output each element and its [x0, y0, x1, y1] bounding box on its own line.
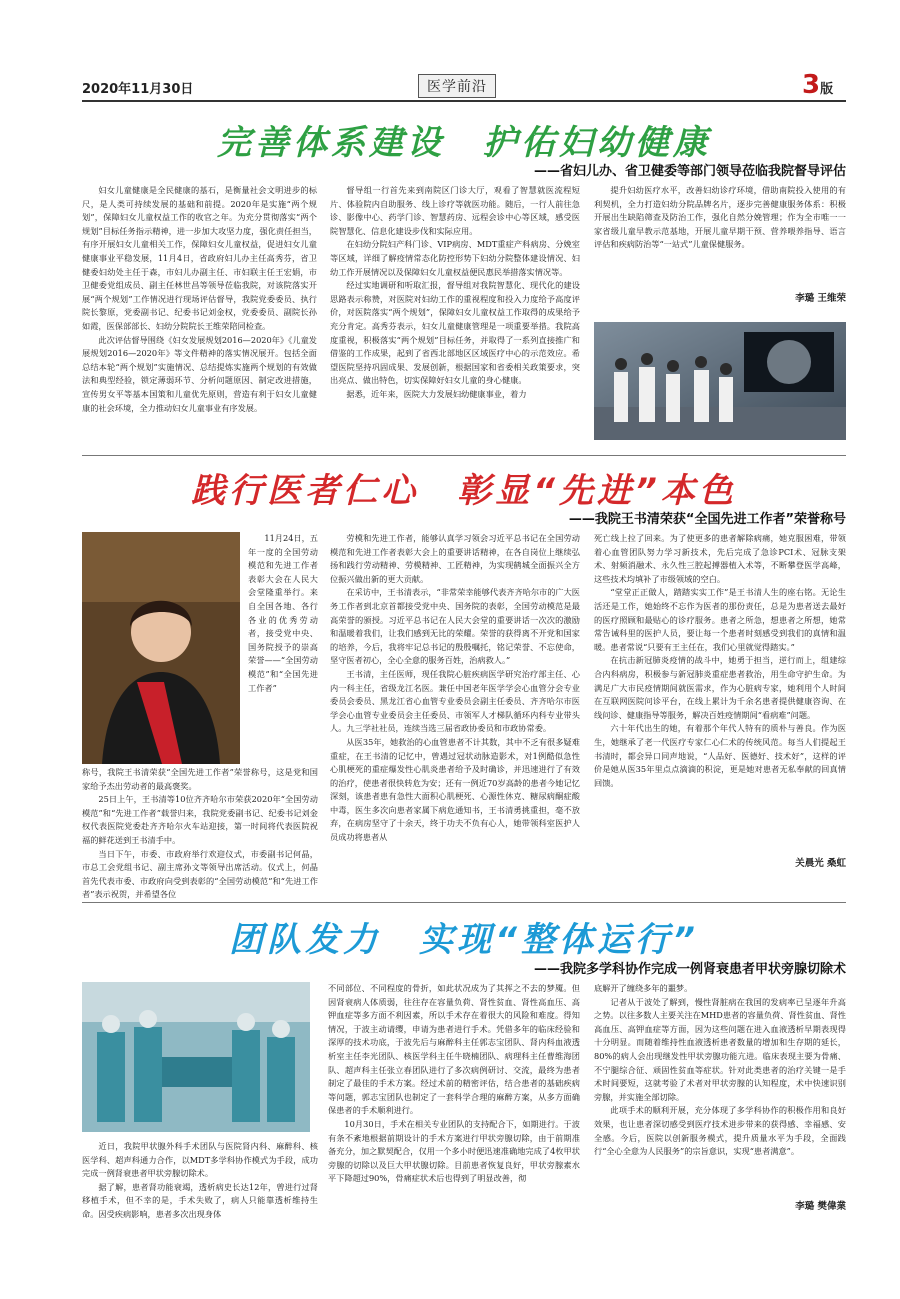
paragraph: 10月30日，手术在相关专业团队的支持配合下，如期进行。于波有条不紊地根据前期设计的手术方案进行甲状旁腺切除，由于前期准备充分，加之默契配合，仅用一个多小时便迅速准确地完成了4枚甲状旁腺的切除以及巨大甲状腺切除。目前患者恢复良好，甲状旁腺素水平下降超过90%，骨痛症状术后也得到了明显改善，彻 — [328, 1118, 580, 1184]
page-number-digit: 3 — [802, 70, 821, 100]
surgery-photo-image — [82, 982, 310, 1132]
paragraph: 在采访中，王书清表示，“非常荣幸能够代表齐齐哈尔市的广大医务工作者到北京首都接受党中央、国务院的表彰，全国劳动模范是最高荣誉的颁授。习近平总书记在人民大会堂的重要讲话一次次的激励和温暖着我们，让我们感到无比的荣耀。荣誉的获得离不开党和国家的培养，今后，我将牢记总书记的殷殷嘱托，铭记荣誉、不忘使命，坚守医者初心，全心全意的服务百姓，治病救人。” — [330, 587, 580, 666]
column-name: 医学前沿 — [418, 74, 496, 98]
article2-column-2 — [330, 532, 580, 894]
article3-subtitle: ——我院多学科协作完成一例肾衰患者甲状旁腺切除术 — [533, 962, 846, 977]
article2-column-1 — [82, 766, 318, 900]
paragraph: 底解开了缠绕多年的噩梦。 — [594, 983, 693, 993]
inspection-photo-image — [594, 322, 846, 440]
paragraph: 六十年代出生的她，有着那个年代人特有的质朴与善良。作为医生，她继承了老一代医疗专家仁心仁术的传统风范。每当人们提起王书清时，都会异口同声地说，“人品好、医德好、技术好”，这样的评价是她从医35年里点点滴滴的积淀，更是她对患者无私奉献的回真情回馈。 — [594, 723, 846, 788]
article1-column-3 — [594, 184, 846, 284]
portrait-photo-image — [82, 532, 240, 764]
paragraph: 此次评估督导围绕《妇女发展规划2016—2020年》《儿童发展规划2016—2020年》等文件精神的落实情况展开。包括全面总结本轮“两个规划”实施情况、总结提炼实施两个规划的有效做法和典型经验，锁定薄弱环节、分析问题原因、制定改进措施，宣传男女平等基本国策和儿童优先原则，营造有利于妇女儿童健康的社会环境，全力推动妇女儿童事业有序发展。 — [82, 334, 317, 413]
article3-column-2 — [328, 982, 580, 1210]
paragraph: 在妇幼分院妇产科门诊、VIP病房、MDT重症产科病房、分娩室等区域，详细了解疫情常态化防控形势下妇幼分院整体建设情况、妇幼工作开展情况以及保障妇女儿童权益便民惠民举措落实情况等。 — [330, 239, 580, 277]
article1-signature: 李璐 王维荣 — [795, 293, 846, 304]
article3-column-1 — [82, 1140, 318, 1219]
page-number-suffix: 版 — [820, 82, 834, 97]
paragraph: 25日上午，王书清等10位齐齐哈尔市荣获2020年“全国劳动模范”和“先进工作者”载誉归来，我院党委副书记、纪委书记刘金权代表医院党委赴齐齐哈尔火车站迎接，第一时间将代表医院祝福的鲜花送到王书清手中。 — [82, 794, 318, 845]
article2-photo-portrait — [82, 532, 240, 764]
article1-title: 完善体系建设 护佑妇幼健康 — [217, 123, 711, 163]
paragraph: 记者从于波处了解到，慢性肾脏病在我国的发病率已呈逐年升高之势。以往多数人主要关注在MHD患者的容量负荷、肾性贫血、肾性高血压、高钾血症等方面，因为这些问题在进入血液透析早期表现得十分明显。而随着维持性血液透析患者数量的增加和生存期的延长，80%的病人会出现继发性甲状旁腺功能亢进。临床表现主要为骨痛、不宁腿综合征、顽固性贫血等症状。针对此类患者的治疗关键一是手术时间要短，这就考验了术者对甲状旁腺的认知程度，术中快速识别旁腺，并实施全部切除。 — [594, 996, 846, 1102]
header-divider — [82, 100, 846, 102]
paragraph: 据悉，近年来，医院大力发展妇幼健康事业，着力 — [346, 388, 527, 399]
article2-title: 践行医者仁心 彰显“先进”本色 — [191, 471, 737, 511]
article2-column-3 — [594, 532, 846, 844]
paragraph: 当日下午，市委、市政府举行欢迎仪式，市委副书记何晶，市总工会党组书记、副主席孙文等领导出席活动。仪式上，何晶首先代表市委、市政府向受到表彰的“全国劳动模范”和“先进工作者”表示祝贺，并希望各位 — [82, 848, 318, 900]
paragraph: 近日，我院甲状腺外科手术团队与医院肾内科、麻醉科、核医学科、超声科通力合作，以MDT多学科协作模式为手段，成功完成一例肾衰患者甲状旁腺切除术。 — [82, 1141, 318, 1179]
article3-signature: 李璐 樊偉業 — [795, 1201, 846, 1212]
paragraph: 不同部位、不同程度的骨折，如此状况成为了其挥之不去的梦魇。但因肾衰病人体质弱，往往存在容量负荷、肾性贫血、肾性高血压、高钾血症等多方面不利因素，所以手术存在着很大的风险和难度。得知情况，于波主动请缨，申请为患者进行手术。凭借多年的临床经验和深厚的技术功底，于波先后与麻醉科主任郭志宝团队、肾内科血液透析室主任李光团队、核医学科主任牛晓楠团队、病理科主任曹维海团队、超声科主任张立春团队进行了多次病例研讨、交流，最终为患者制定了最佳的手术方案。经过术前的精密评估，结合患者的基础疾病等问题，郭志宝团队也制定了一套科学合理的麻醉方案，从多方面确保患者的手术顺利进行。 — [328, 983, 580, 1116]
paragraph: 死亡线上拉了回来。为了使更多的患者解除病痛，她克服困难，带领着心血管团队努力学习新技术，先后完成了急诊PCI术、冠脉支架术、射频消融术、永久性三腔起搏器植入术等，不断攀登医学高峰，这些技术均填补了市级领域的空白。 — [594, 533, 846, 584]
paragraph: 称号，我院王书清荣获“全国先进工作者”荣誉称号，这是党和国家给予杰出劳动者的最高褒奖。 — [82, 767, 318, 791]
paragraph: 11月24日，五年一度的全国劳动模范和先进工作者表彰大会在人民大会堂隆重举行。来自全国各地、各行各业的优秀劳动者，接受党中央、国务院授予的崇高荣誉——“全国劳动模范”和“全国先进工作者” — [248, 533, 318, 693]
paragraph: 王书清，主任医师，现任我院心脏疾病医学研究治疗部主任、心内一科主任，省级龙江名医。兼任中国老年医学学会心血管分会专业委员会委员、黑龙江省心血管专业委员会副主任委员、齐齐哈尔市医学会心血管专业委员会主任委员、市领军人才梯队循环内科专业带头人。九三学社社员，连续当选三届省政协委员和市政协常委。 — [330, 668, 580, 734]
paragraph: 经过实地调研和听取汇报，督导组对我院智慧化、现代化的建设思路表示称赞，对医院对妇幼工作的重视程度和投入力度给予高度评价，对医院落实“两个规划”，保障妇女儿童权益工作取得的成果给予充分肯定。高秀芬表示，妇女儿童健康管理是一项重要举措。我院高度重视，积极落实“两个规划”目标任务，并取得了一系列直接推广和借鉴的工作成果，起到了省西北部地区区域医疗中心的示范效应。希望医院坚持巩固成果、发展创新，根据国家和省委相关政策要求，突出亮点、做出特色，切实保障好妇女儿童的身心健康。 — [330, 280, 580, 386]
article2-subtitle: ——我院王书清荣获“全国先进工作者”荣誉称号 — [568, 512, 846, 527]
article2-signature: 关晨光 桑虹 — [795, 858, 846, 869]
paragraph: 据了解，患者肾功能衰竭，透析病史长达12年，曾进行过肾移植手术，但不幸的是，手术失败了，病人只能靠透析维持生命。因受疾病影响，患者多次出现身体 — [82, 1181, 318, 1219]
article3-photo-surgery — [82, 982, 310, 1132]
paragraph: “堂堂正正做人，踏踏实实工作”是王书清人生的座右铭。无论生活还是工作，她始终不忘作为医者的那份责任，总是为患者送去最好的医疗照顾和最贴心的诊疗服务。患者之所急，想患者之所想，她常常告诫科里的医护人员，要让每一个患者时刻感受到我们的真情和温暖。患者常说“只要有王主任在，我们心里就觉得踏实。” — [594, 587, 846, 652]
paragraph: 在抗击新冠肺炎疫情的战斗中，她勇于担当，逆行而上，组建综合内科病房，积极参与新冠肺炎重症患者救治，用生命守护生命。为满足广大市民疫情期间就医需求，作为心脏病专家，她利用个人时间在互联网医院问诊平台，在线上累计为千余名患者提供健康咨询、在线问诊、健康指导等服务，解决百姓疫情期间“看病难”问题。 — [594, 655, 846, 720]
article1-column-2 — [330, 184, 580, 452]
article1-subtitle: ——省妇儿办、省卫健委等部门领导莅临我院督导评估 — [533, 164, 846, 179]
article3-column-3 — [594, 982, 846, 1194]
paragraph: 此项手术的顺利开展，充分体现了多学科协作的积极作用和良好效果，也让患者深切感受到医疗技术进步带来的获得感、幸福感、安全感。今后，医院以创新服务模式，提升质量水平为手段，全面践行“全心全意为人民服务”的宗旨意识，实现“患者满意”。 — [594, 1105, 846, 1157]
paragraph: 从医35年，她救治的心血管患者不计其数，其中不乏有很多疑难重症，在王书清的记忆中，曾遇过冠状动脉造影术，对1例酷似急性心肌梗死的重症爆发性心肌炎患者给予及时确诊，并迅速进行了有效的治疗，使患者很快转危为安；还有一例近70岁高龄的患者今她记忆深刻，该患者患有急性大面积心肌梗死、心源性休克、糖尿病酮症酸中毒，医生多次向患者家属下病危通知书，王书清勇挑重担，毫不放弃，在病房坚守了十余天，终于功夫不负有心人，她带领科室医护人员成功将患者从 — [330, 736, 580, 843]
article1-column-1 — [82, 184, 317, 452]
article1-photo-inspection — [594, 322, 846, 440]
page-number — [802, 70, 833, 100]
paragraph: 督导组一行首先来到南院区门诊大厅，观看了智慧就医流程短片、体验院内自助服务、线上诊疗等就医功能。随后，一行人前往急诊、影像中心、药学门诊、智慧药房、远程会诊中心等区域，感受医院智慧化、信息化建设步伐和实际应用。 — [330, 185, 580, 236]
issue-date: 2020年11月30日 — [82, 82, 194, 97]
article3-title: 团队发力 实现“整体运行” — [229, 920, 699, 960]
paragraph: 劳模和先进工作者，能够认真学习领会习近平总书记在全国劳动模范和先进工作者表彰大会上的重要讲话精神，在各自岗位上继续弘扬和践行劳动精神、劳模精神、工匠精神，为实现鹤城全面振兴全方位振兴做出新的更大贡献。 — [330, 533, 580, 584]
paragraph: 提升妇幼医疗水平，改善妇幼诊疗环境，借助南院投入使用的有利契机，全力打造妇幼分院品牌名片，逐步完善健康服务体系：积极开展出生缺陷筛查及防治工作，强化自然分娩管理；作为全市唯一一家省级儿童早教示范基地，开展儿童早期干预、营养喂养指导、语言评估和疾病防治等“一站式”儿童保健服务。 — [594, 185, 846, 250]
article2-column-1-narrow — [248, 532, 318, 764]
section-divider — [82, 902, 846, 903]
paragraph: 妇女儿童健康是全民健康的基石，是衡量社会文明进步的标尺，是人类可持续发展的基础和前提。2020年是实施“两个规划”，保障妇女儿童权益工作的收官之年。为充分贯彻落实“两个规划”目标任务指示精神，进一步加大攻坚力度，强化责任担当，有序开展妇女儿童相关工作，保障妇女儿童权益，促进妇女儿童健康事业平稳发展，11月4日，省政府妇儿办主任高秀芬，省卫健委妇幼处主任于森，市妇儿办副主任、市妇联主任王宏娟，市卫健委党组成员、副主任林世昌等领导莅临我院，对该院落实开展“两个规划”工作情况进行现场评估督导，我院党委委员、执行院长黎原，党委副书记、纪委书记刘金权，党委委员、副院长孙如霞，医保部部长、妇幼分院院长王维荣陪同检查。 — [82, 185, 317, 331]
section-divider — [82, 455, 846, 456]
